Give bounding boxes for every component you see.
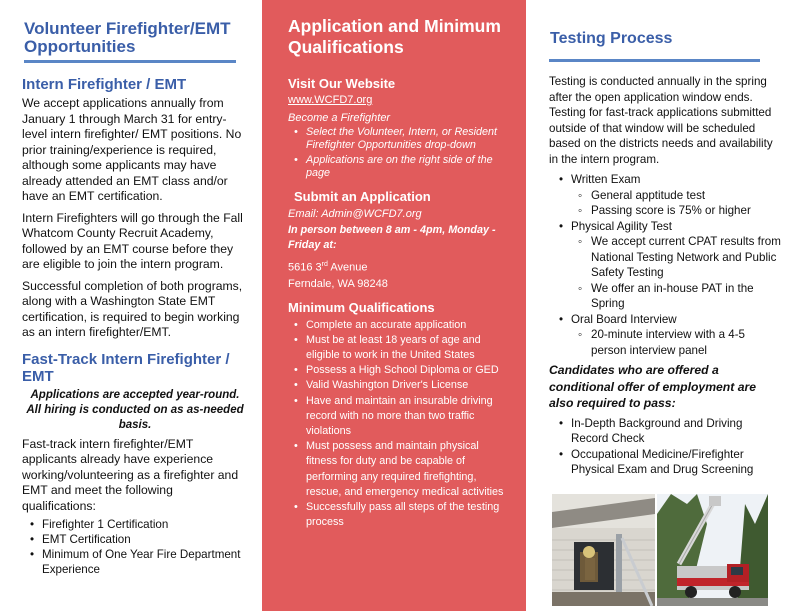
sub-list-item: ◦ General apptitude test <box>591 188 782 204</box>
list-item: • Firefighter 1 Certification <box>42 517 248 532</box>
middle-column-title: Application and Minimum Qualifications <box>288 16 501 57</box>
right-column-title: Testing Process <box>550 30 673 47</box>
visit-website-heading: Visit Our Website <box>288 76 396 91</box>
list-item: • Select the Volunteer, Intern, or Resident Firefighter Opportunities drop-down <box>306 126 512 152</box>
right-column <box>530 0 792 611</box>
fast-track-heading: Fast-Track Intern Firefighter / EMT <box>22 350 230 385</box>
sub-list-item: ◦ We accept current CPAT results from National Testing Network and Public Safety Testing <box>591 234 782 281</box>
photo-strip <box>552 494 768 606</box>
right-title-divider <box>549 59 760 62</box>
office-hours: In person between 8 am - 4pm, Monday - Friday at: <box>288 224 496 251</box>
left-column-title: Volunteer Firefighter/EMT Opportunities <box>24 19 231 56</box>
address-ordinal: rd <box>321 261 328 268</box>
intern-paragraph-1: We accept applications annually from January 1 through March 31 for entry-level intern firefighter/ EMT positions. No prior training/experience is required, although some applicants may have already attended an EMT class and/or have an EMT certification. <box>22 96 242 203</box>
list-item: • In-Depth Background and Driving Record Check <box>571 416 782 447</box>
testing-steps <box>549 172 782 358</box>
minimum-qualifications-list <box>288 318 512 531</box>
fast-track-paragraph: Fast-track intern firefighter/EMT applicants already have experience working/volunteering as a firefighter and EMT and meet the following qualifications: <box>22 436 239 513</box>
list-item <box>571 172 782 219</box>
address-street-number: 5616 3 <box>288 261 322 274</box>
list-item: • Successfully pass all steps of the testing process <box>306 500 512 530</box>
address-street-name: Avenue <box>327 261 368 274</box>
testing-paragraph: Testing is conducted annually in the spring after the open application window ends. Testing for fast-track applications submitted outside of that window will be scheduled based on the districts needs and availability in the intern program. <box>549 75 773 166</box>
submit-application-heading: Submit an Application <box>294 189 431 204</box>
conditional-offer-note: Candidates who are offered a conditional offer of employment are also required to pass: <box>549 363 756 410</box>
intern-heading: Intern Firefighter / EMT <box>22 76 187 93</box>
list-item: • Complete an accurate application <box>306 318 512 333</box>
list-item: • Minimum of One Year Fire Department Experience <box>42 547 248 577</box>
list-item: • Valid Washington Driver's License <box>306 378 512 393</box>
sub-list-item: ◦ Passing score is 75% or higher <box>591 203 782 219</box>
minimum-qualifications-heading: Minimum Qualifications <box>288 299 435 315</box>
email-line: Email: Admin@WCFD7.org <box>288 208 422 220</box>
address <box>288 257 512 292</box>
test-step-label: Oral Board Interview <box>571 312 677 326</box>
intern-paragraph-2: Intern Firefighters will go through the Fall Whatcom County Recruit Academy, followed by an EMT course before they are eligible to join the intern program. <box>22 210 243 271</box>
list-item: • Occupational Medicine/Firefighter Physical Exam and Drug Screening <box>571 447 782 478</box>
conditional-requirements <box>549 416 782 478</box>
left-title-divider <box>24 60 236 63</box>
list-item: • Must possess and maintain physical fitness for duty and be capable of performing any required firefighting, rescue, and emergency medical activities <box>306 439 512 500</box>
list-item: • Applications are on the right side of the page <box>306 154 512 180</box>
become-firefighter-label: Become a Firefighter <box>288 112 391 124</box>
intern-paragraph-3: Successful completion of both programs, along with a Washington State EMT certification, is required to begin working as an intern firefighter/EMT. <box>22 278 243 339</box>
address-city: Ferndale, WA 98248 <box>288 277 388 290</box>
list-item <box>571 219 782 312</box>
fast-track-requirements <box>22 517 248 577</box>
website-link[interactable]: www.WCFD7.org <box>288 94 373 106</box>
list-item <box>571 312 782 359</box>
test-step-label: Written Exam <box>571 173 641 186</box>
become-firefighter-steps <box>288 126 512 180</box>
sub-list-item: ◦ 20-minute interview with a 4-5 person interview panel <box>591 327 782 358</box>
firefighter-window-photo <box>552 494 655 606</box>
left-column <box>0 0 258 611</box>
sub-list-item: ◦ We offer an in-house PAT in the Spring <box>591 281 782 312</box>
test-step-label: Physical Agility Test <box>571 219 672 233</box>
list-item: • Possess a High School Diploma or GED <box>306 363 512 378</box>
list-item: • Have and maintain an insurable driving record with no more than two traffic violations <box>306 394 512 440</box>
list-item: • EMT Certification <box>42 532 248 547</box>
fast-track-note: Applications are accepted year-round. All hiring is conducted on as as-needed basis. <box>26 388 244 431</box>
ladder-truck-photo <box>657 494 768 606</box>
list-item: • Must be at least 18 years of age and eligible to work in the United States <box>306 333 512 363</box>
middle-column <box>262 0 526 611</box>
